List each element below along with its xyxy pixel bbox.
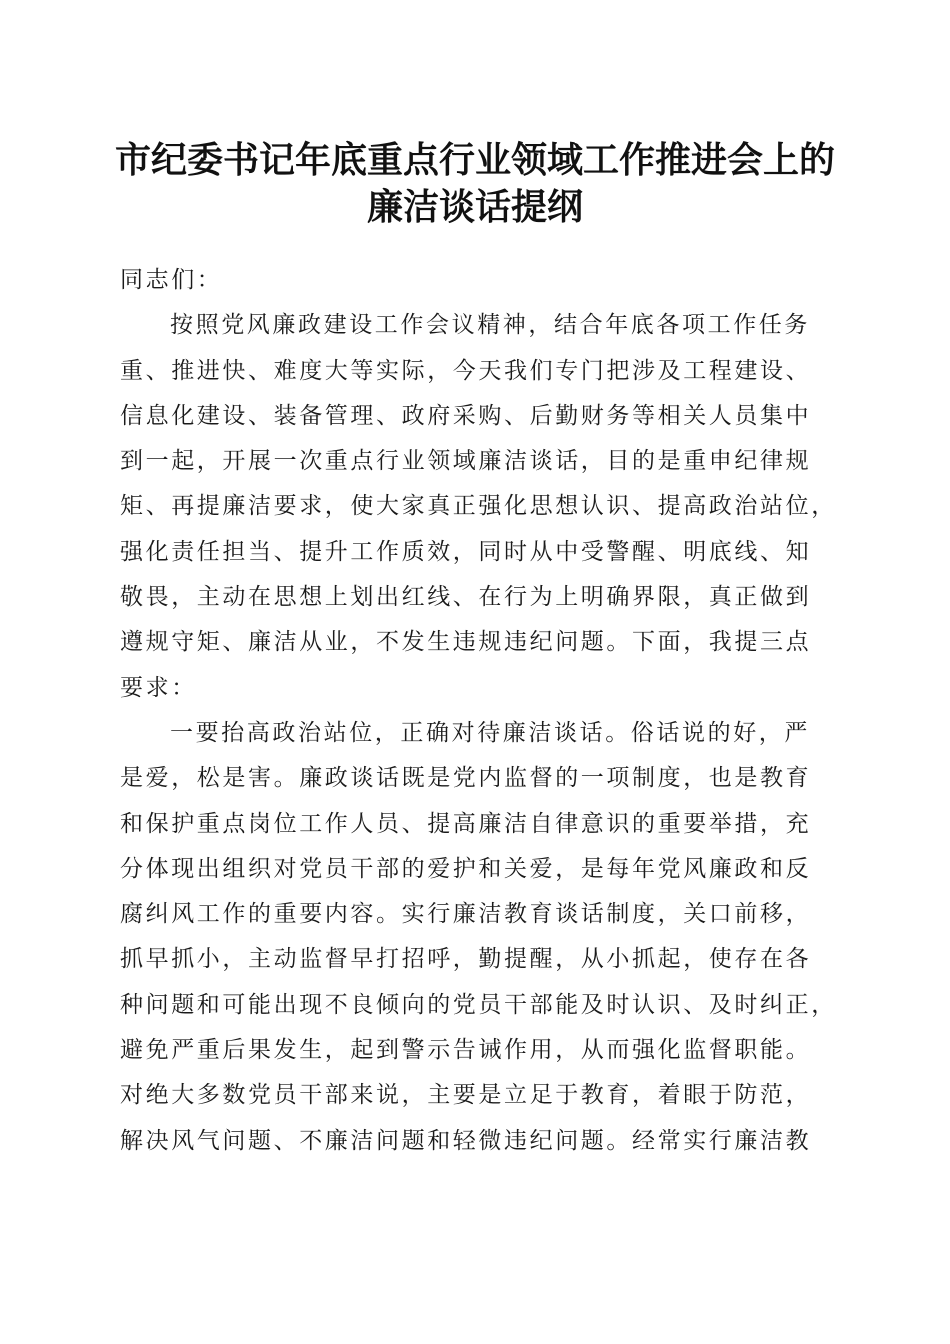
paragraph-1-line: 敬畏，主动在思想上划出红线、在行为上明确界限，真正做到: [120, 584, 812, 611]
paragraph-1-line: 信息化建设、装备管理、政府采购、后勤财务等相关人员集中: [120, 402, 812, 429]
document-body: [120, 258, 837, 1164]
paragraph-2-line: 一要抬高政治站位，正确对待廉洁谈话。俗话说的好，严: [170, 719, 810, 746]
paragraph-2-line: 和保护重点岗位工作人员、提高廉洁自律意识的重要举措，充: [120, 810, 812, 837]
paragraph-1-line: 强化责任担当、提升工作质效，同时从中受警醒、明底线、知: [120, 538, 812, 565]
paragraph-1-line: 重、推进快、难度大等实际，今天我们专门把涉及工程建设、: [120, 357, 812, 384]
paragraph-2-line: 种问题和可能出现不良倾向的党员干部能及时认识、及时纠正，: [120, 991, 837, 1018]
paragraph-1-line: 到一起，开展一次重点行业领域廉洁谈话，目的是重申纪律规: [120, 448, 812, 475]
paragraph-1-line: 矩、再提廉洁要求，使大家真正强化思想认识、提高政治站位，: [120, 493, 837, 520]
paragraph-2-line: 解决风气问题、不廉洁问题和轻微违纪问题。经常实行廉洁教: [120, 1127, 812, 1154]
paragraph-2-line: 避免严重后果发生，起到警示告诫作用，从而强化监督职能。: [120, 1037, 812, 1064]
document-title: [100, 137, 850, 231]
paragraph-2-line: 抓早抓小，主动监督早打招呼，勤提醒，从小抓起，使存在各: [120, 946, 812, 973]
paragraph-2-line: 分体现出组织对党员干部的爱护和关爱，是每年党风廉政和反: [120, 855, 812, 882]
title-line: 市纪委书记年底重点行业领域工作推进会上的: [114, 139, 835, 181]
paragraph-2-line: 对绝大多数党员干部来说，主要是立足于教育，着眼于防范，: [120, 1082, 812, 1109]
paragraph-2-line: 腐纠风工作的重要内容。实行廉洁教育谈话制度，关口前移，: [120, 901, 812, 928]
paragraph-1-line: 遵规守矩、廉洁从业，不发生违规违纪问题。下面，我提三点: [120, 629, 812, 656]
title-line: 廉洁谈话提纲: [366, 186, 583, 228]
paragraph-2-line: 是爱，松是害。廉政谈话既是党内监督的一项制度，也是教育: [120, 765, 812, 792]
paragraph-1-line: 按照党风廉政建设工作会议精神，结合年底各项工作任务: [170, 312, 810, 339]
paragraph-1-line: 要求：: [120, 674, 197, 701]
salutation: 同志们：: [120, 267, 223, 293]
